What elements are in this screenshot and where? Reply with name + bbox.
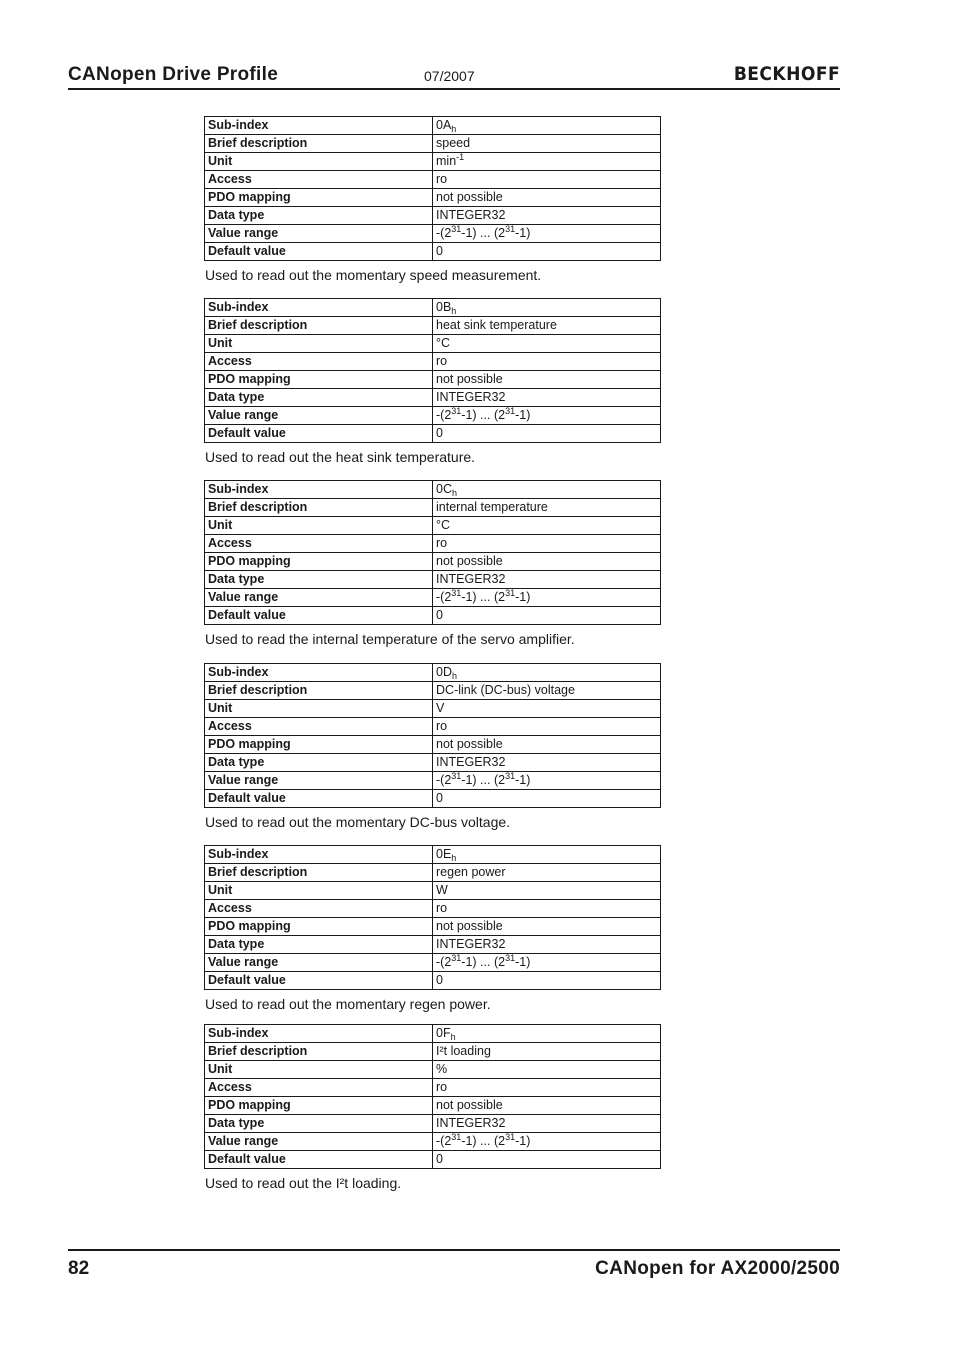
value-data-type: INTEGER32 — [433, 1115, 661, 1133]
value-pdo-mapping: not possible — [433, 918, 661, 936]
range-exponent: 31 — [451, 771, 462, 781]
value-access: ro — [433, 900, 661, 918]
value-unit — [433, 700, 661, 718]
label-data-type: Data type — [205, 571, 433, 589]
label-sub-index: Sub-index — [205, 299, 433, 317]
range-close: -1) — [515, 1134, 531, 1148]
table-row-data-type — [205, 754, 661, 772]
label-unit: Unit — [205, 1061, 433, 1079]
label-pdo-mapping: PDO mapping — [205, 371, 433, 389]
label-access: Access — [205, 353, 433, 371]
range-open: -(2 — [436, 590, 452, 604]
table-row-brief-description — [205, 135, 661, 153]
label-brief-description: Brief description — [205, 499, 433, 517]
table-row-data-type — [205, 1115, 661, 1133]
value-pdo-mapping: not possible — [433, 736, 661, 754]
unit-value: min — [436, 154, 457, 168]
table-row-pdo-mapping — [205, 918, 661, 936]
entry-description: Used to read out the momentary regen power. — [205, 996, 491, 1012]
table-row-unit — [205, 700, 661, 718]
value-access: ro — [433, 535, 661, 553]
label-sub-index: Sub-index — [205, 846, 433, 864]
table-row-sub-index — [205, 299, 661, 317]
label-unit: Unit — [205, 517, 433, 535]
label-access: Access — [205, 1079, 433, 1097]
hex-suffix: h — [450, 1032, 456, 1042]
value-brief-description: speed — [433, 135, 661, 153]
table-row-pdo-mapping — [205, 553, 661, 571]
label-sub-index: Sub-index — [205, 1025, 433, 1043]
footer-title: CANopen for AX2000/2500 — [595, 1258, 840, 1279]
table-row-access — [205, 1079, 661, 1097]
range-exponent: 31 — [505, 588, 516, 598]
table-row-default-value — [205, 243, 661, 261]
value-data-type: INTEGER32 — [433, 207, 661, 225]
table-row-default-value — [205, 607, 661, 625]
table-row-brief-description — [205, 317, 661, 335]
label-data-type: Data type — [205, 389, 433, 407]
range-close: -1) — [515, 773, 531, 787]
range-exponent: 31 — [451, 953, 462, 963]
sub-index-value: 0D — [436, 665, 452, 679]
range-exponent: 31 — [505, 406, 516, 416]
table-row-value-range — [205, 1133, 661, 1151]
table-row-access — [205, 535, 661, 553]
table-row-access — [205, 353, 661, 371]
label-access: Access — [205, 535, 433, 553]
value-data-type: INTEGER32 — [433, 389, 661, 407]
table-row-pdo-mapping — [205, 189, 661, 207]
table-row-data-type — [205, 571, 661, 589]
label-value-range: Value range — [205, 407, 433, 425]
parameter-table — [204, 116, 661, 261]
value-unit — [433, 153, 661, 171]
value-sub-index — [433, 664, 661, 682]
header-title: CANopen Drive Profile — [68, 64, 279, 85]
value-access: ro — [433, 1079, 661, 1097]
range-open: -(2 — [436, 226, 452, 240]
range-close: -1) — [515, 408, 531, 422]
hex-suffix: h — [451, 306, 457, 316]
object-entry — [204, 298, 660, 466]
page-footer — [68, 1249, 840, 1279]
label-sub-index: Sub-index — [205, 664, 433, 682]
table-row-brief-description — [205, 1043, 661, 1061]
label-unit: Unit — [205, 153, 433, 171]
label-access: Access — [205, 900, 433, 918]
range-mid: -1) ... (2 — [461, 590, 506, 604]
value-brief-description: regen power — [433, 864, 661, 882]
table-row-pdo-mapping — [205, 736, 661, 754]
label-pdo-mapping: PDO mapping — [205, 189, 433, 207]
range-exponent: 31 — [505, 224, 516, 234]
value-value-range — [433, 772, 661, 790]
value-sub-index — [433, 481, 661, 499]
value-default-value: 0 — [433, 425, 661, 443]
parameter-table — [204, 480, 661, 625]
value-brief-description: internal temperature — [433, 499, 661, 517]
hex-suffix: h — [451, 488, 457, 498]
table-row-data-type — [205, 207, 661, 225]
value-pdo-mapping: not possible — [433, 189, 661, 207]
value-access: ro — [433, 171, 661, 189]
table-row-sub-index — [205, 481, 661, 499]
label-sub-index: Sub-index — [205, 117, 433, 135]
range-exponent: 31 — [451, 406, 462, 416]
hex-suffix: h — [451, 124, 457, 134]
unit-exponent: -1 — [456, 152, 465, 162]
value-data-type: INTEGER32 — [433, 754, 661, 772]
label-sub-index: Sub-index — [205, 481, 433, 499]
table-row-unit — [205, 517, 661, 535]
range-exponent: 31 — [505, 771, 516, 781]
value-brief-description: DC-link (DC-bus) voltage — [433, 682, 661, 700]
label-default-value: Default value — [205, 790, 433, 808]
label-brief-description: Brief description — [205, 135, 433, 153]
value-unit — [433, 882, 661, 900]
range-close: -1) — [515, 955, 531, 969]
range-exponent: 31 — [451, 588, 462, 598]
table-row-value-range — [205, 772, 661, 790]
range-close: -1) — [515, 590, 531, 604]
table-row-access — [205, 171, 661, 189]
range-open: -(2 — [436, 1134, 452, 1148]
value-access: ro — [433, 718, 661, 736]
label-unit: Unit — [205, 882, 433, 900]
value-sub-index — [433, 299, 661, 317]
label-unit: Unit — [205, 700, 433, 718]
label-default-value: Default value — [205, 607, 433, 625]
table-row-brief-description — [205, 864, 661, 882]
value-value-range — [433, 1133, 661, 1151]
label-brief-description: Brief description — [205, 1043, 433, 1061]
parameter-table — [204, 663, 661, 808]
range-exponent: 31 — [505, 953, 516, 963]
table-row-sub-index — [205, 846, 661, 864]
label-access: Access — [205, 718, 433, 736]
label-unit: Unit — [205, 335, 433, 353]
label-value-range: Value range — [205, 589, 433, 607]
label-data-type: Data type — [205, 936, 433, 954]
range-close: -1) — [515, 226, 531, 240]
unit-value: % — [436, 1062, 448, 1076]
value-pdo-mapping: not possible — [433, 371, 661, 389]
label-default-value: Default value — [205, 1151, 433, 1169]
label-value-range: Value range — [205, 225, 433, 243]
table-row-pdo-mapping — [205, 1097, 661, 1115]
table-row-brief-description — [205, 682, 661, 700]
label-default-value: Default value — [205, 425, 433, 443]
range-open: -(2 — [436, 955, 452, 969]
range-mid: -1) ... (2 — [461, 1134, 506, 1148]
value-sub-index — [433, 1025, 661, 1043]
label-default-value: Default value — [205, 972, 433, 990]
table-row-value-range — [205, 225, 661, 243]
value-access: ro — [433, 353, 661, 371]
range-exponent: 31 — [451, 224, 462, 234]
label-data-type: Data type — [205, 754, 433, 772]
sub-index-value: 0B — [436, 300, 452, 314]
label-pdo-mapping: PDO mapping — [205, 1097, 433, 1115]
table-row-sub-index — [205, 1025, 661, 1043]
object-entry — [204, 116, 660, 284]
range-exponent: 31 — [505, 1132, 516, 1142]
object-entry — [204, 845, 660, 1013]
label-brief-description: Brief description — [205, 864, 433, 882]
sub-index-value: 0F — [436, 1026, 451, 1040]
table-row-unit — [205, 153, 661, 171]
range-mid: -1) ... (2 — [461, 773, 506, 787]
value-default-value: 0 — [433, 790, 661, 808]
value-default-value: 0 — [433, 972, 661, 990]
label-brief-description: Brief description — [205, 317, 433, 335]
value-sub-index — [433, 846, 661, 864]
value-default-value: 0 — [433, 243, 661, 261]
unit-value: °C — [436, 518, 451, 532]
unit-value: °C — [436, 336, 451, 350]
value-sub-index — [433, 117, 661, 135]
table-row-access — [205, 718, 661, 736]
table-row-sub-index — [205, 117, 661, 135]
entry-description: Used to read out the momentary DC-bus voltage. — [205, 814, 511, 830]
sub-index-value: 0A — [436, 118, 452, 132]
value-default-value: 0 — [433, 607, 661, 625]
label-data-type: Data type — [205, 1115, 433, 1133]
value-brief-description: I²t loading — [433, 1043, 661, 1061]
table-row-value-range — [205, 407, 661, 425]
value-value-range — [433, 954, 661, 972]
label-value-range: Value range — [205, 954, 433, 972]
table-row-unit — [205, 335, 661, 353]
value-pdo-mapping: not possible — [433, 553, 661, 571]
entry-description: Used to read out the I²t loading. — [205, 1175, 402, 1191]
table-row-brief-description — [205, 499, 661, 517]
table-row-sub-index — [205, 664, 661, 682]
label-data-type: Data type — [205, 207, 433, 225]
table-row-default-value — [205, 790, 661, 808]
object-entry — [204, 1024, 660, 1192]
entry-description: Used to read out the heat sink temperature. — [205, 449, 476, 465]
unit-value: W — [436, 883, 448, 897]
value-data-type: INTEGER32 — [433, 571, 661, 589]
table-row-access — [205, 900, 661, 918]
value-brief-description: heat sink temperature — [433, 317, 661, 335]
range-mid: -1) ... (2 — [461, 955, 506, 969]
value-default-value: 0 — [433, 1151, 661, 1169]
label-pdo-mapping: PDO mapping — [205, 918, 433, 936]
table-row-pdo-mapping — [205, 371, 661, 389]
page-number: 82 — [68, 1258, 90, 1279]
entry-description: Used to read the internal temperature of the servo amplifier. — [205, 631, 575, 647]
label-default-value: Default value — [205, 243, 433, 261]
label-access: Access — [205, 171, 433, 189]
range-exponent: 31 — [451, 1132, 462, 1142]
value-pdo-mapping: not possible — [433, 1097, 661, 1115]
table-row-unit — [205, 1061, 661, 1079]
sub-index-value: 0C — [436, 482, 452, 496]
parameter-table — [204, 298, 661, 443]
sub-index-value: 0E — [436, 847, 452, 861]
range-open: -(2 — [436, 408, 452, 422]
table-row-unit — [205, 882, 661, 900]
table-row-data-type — [205, 936, 661, 954]
table-row-data-type — [205, 389, 661, 407]
label-value-range: Value range — [205, 1133, 433, 1151]
value-value-range — [433, 589, 661, 607]
label-brief-description: Brief description — [205, 682, 433, 700]
value-value-range — [433, 225, 661, 243]
table-row-default-value — [205, 425, 661, 443]
value-data-type: INTEGER32 — [433, 936, 661, 954]
value-unit — [433, 1061, 661, 1079]
object-entry — [204, 480, 660, 648]
object-entry — [204, 663, 660, 831]
value-value-range — [433, 407, 661, 425]
hex-suffix: h — [451, 671, 457, 681]
table-row-value-range — [205, 954, 661, 972]
range-mid: -1) ... (2 — [461, 408, 506, 422]
value-unit — [433, 517, 661, 535]
hex-suffix: h — [451, 853, 457, 863]
parameter-table — [204, 1024, 661, 1169]
unit-value: V — [436, 701, 445, 715]
table-row-default-value — [205, 972, 661, 990]
label-value-range: Value range — [205, 772, 433, 790]
range-mid: -1) ... (2 — [461, 226, 506, 240]
table-row-default-value — [205, 1151, 661, 1169]
table-row-value-range — [205, 589, 661, 607]
brand-logo: BECKHOFF — [733, 63, 840, 85]
range-open: -(2 — [436, 773, 452, 787]
page-header — [68, 62, 840, 90]
header-date: 07/2007 — [424, 68, 475, 84]
entry-description: Used to read out the momentary speed measurement. — [205, 267, 542, 283]
parameter-table — [204, 845, 661, 990]
value-unit — [433, 335, 661, 353]
label-pdo-mapping: PDO mapping — [205, 736, 433, 754]
label-pdo-mapping: PDO mapping — [205, 553, 433, 571]
